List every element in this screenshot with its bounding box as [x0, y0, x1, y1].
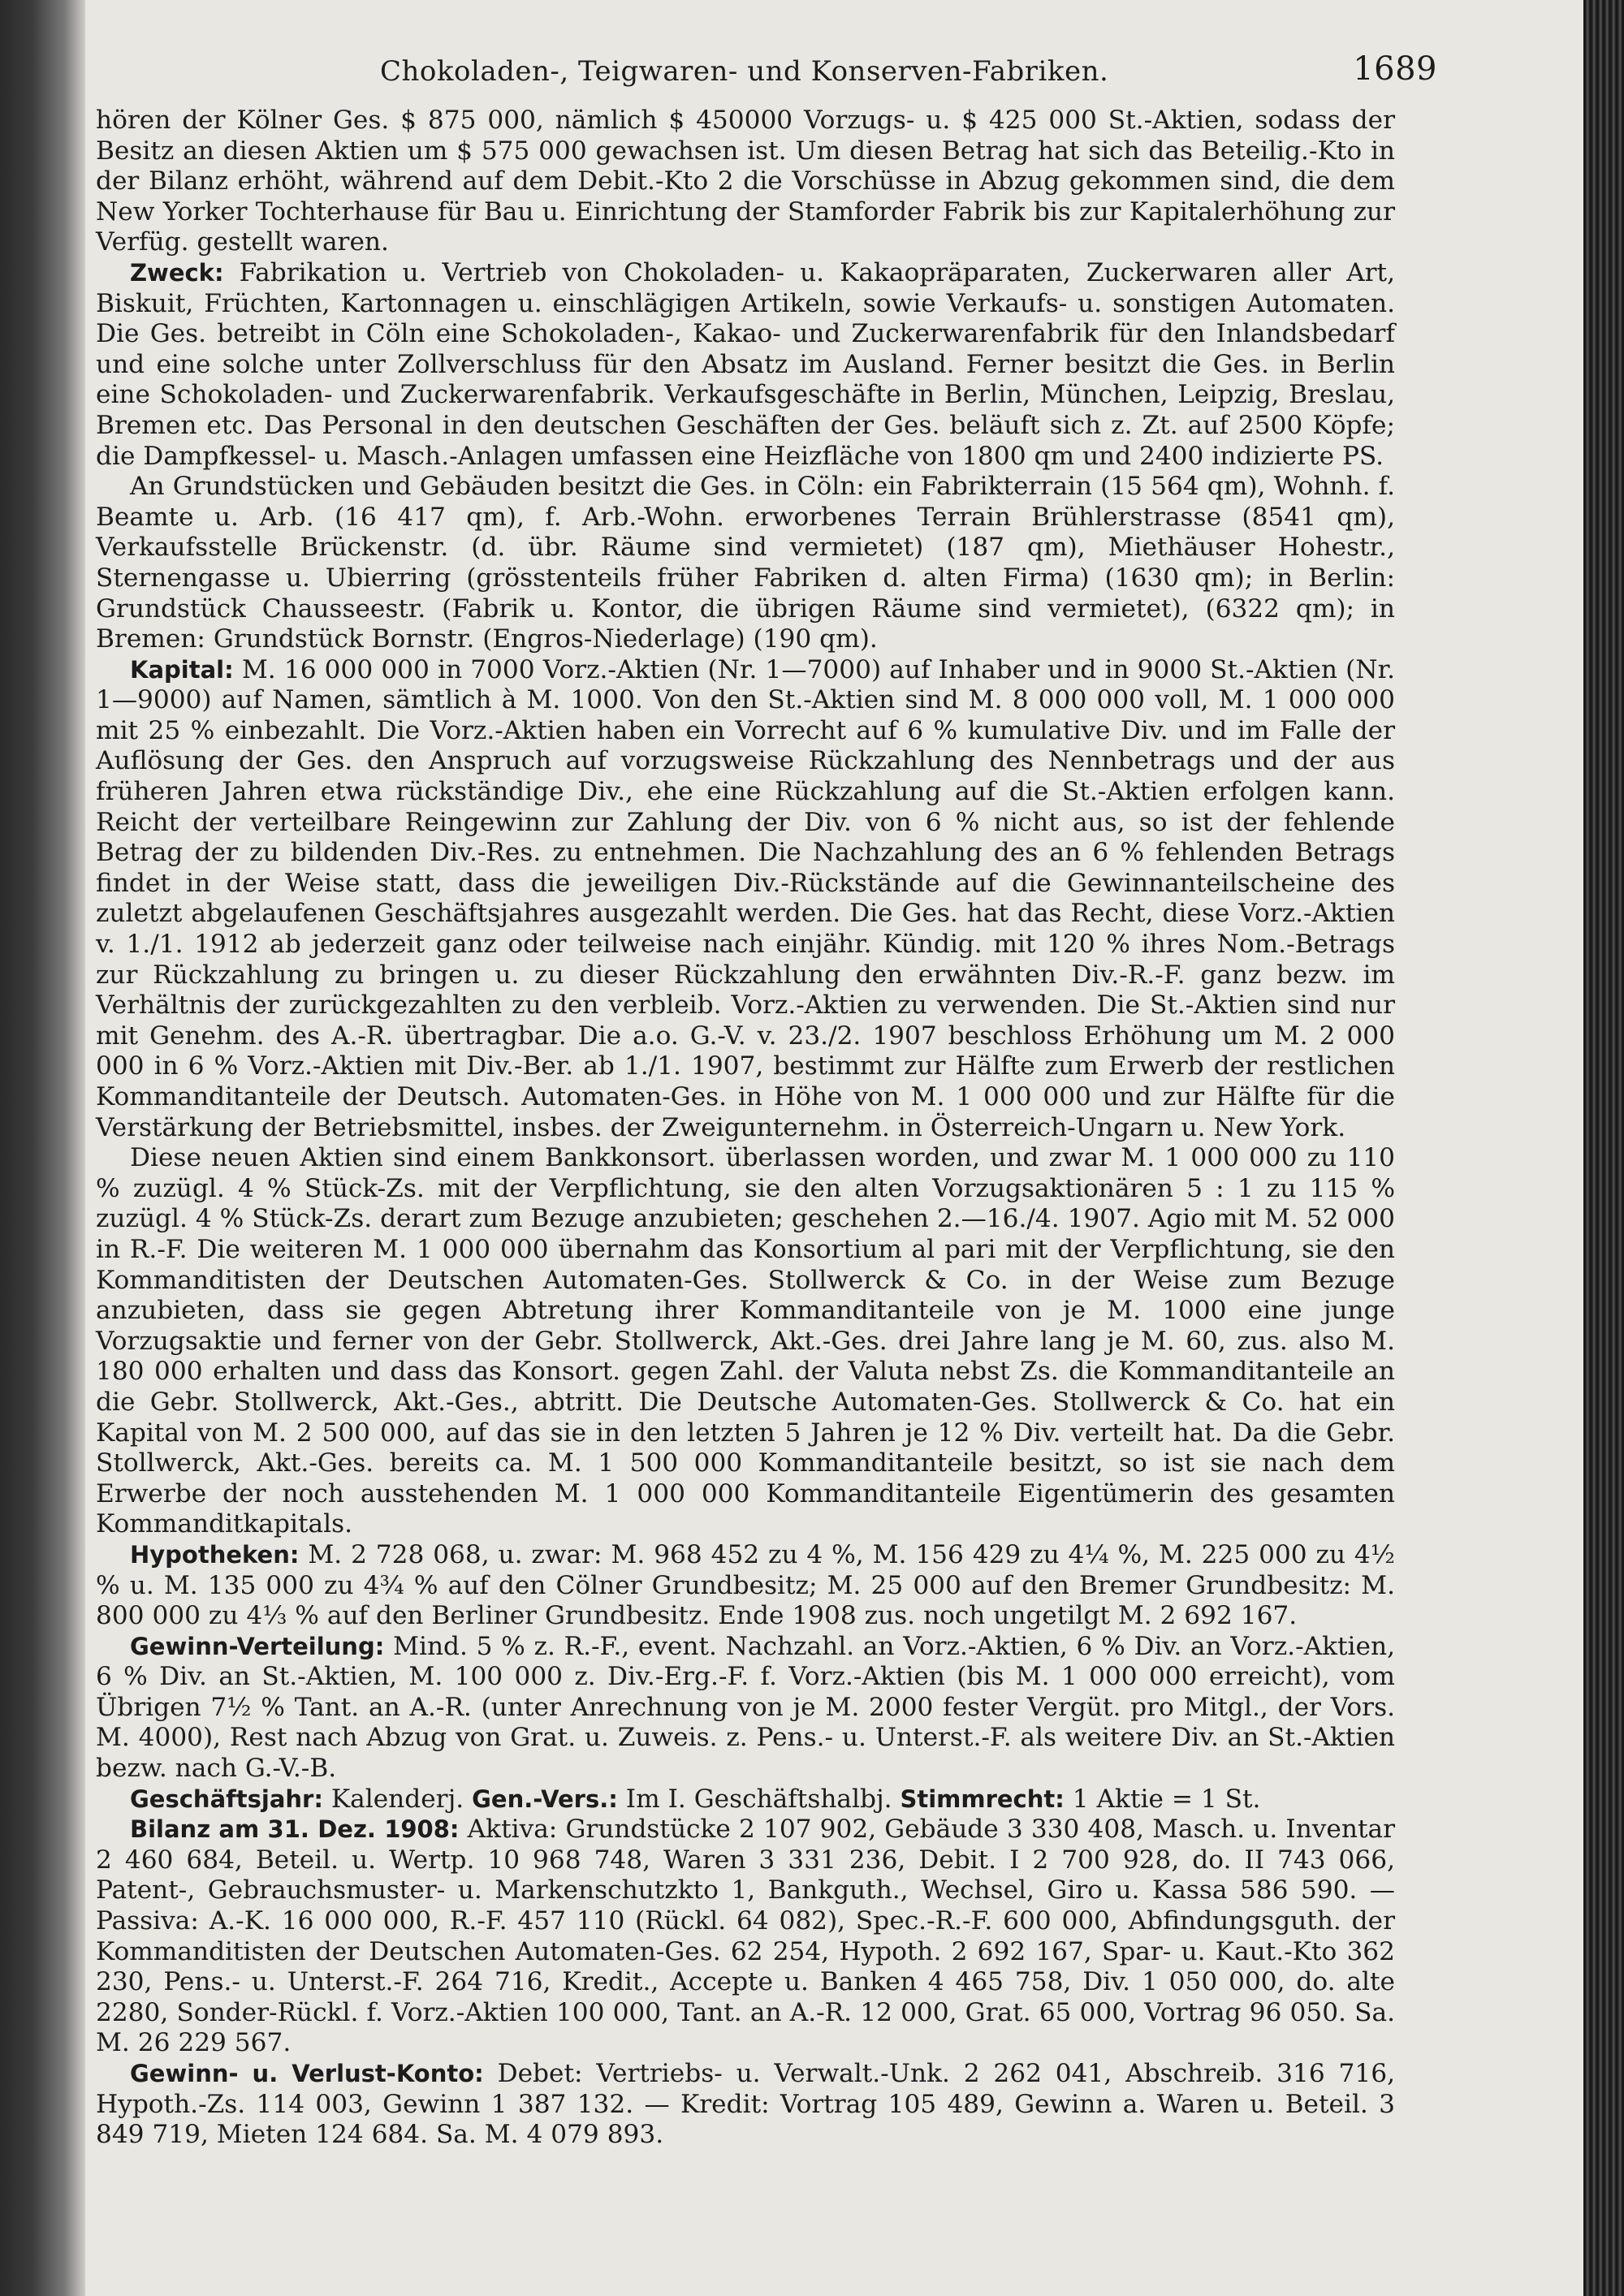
- section-label-gewinn-verlust: Gewinn- u. Verlust-Konto:: [130, 2060, 484, 2087]
- paragraph-gewinn-verteilung: [96, 1632, 1395, 1785]
- paragraph-text: Debet: Vertriebs- u. Verwalt.-Unk. 2 262 041, Abschreib. 316 716, Hypoth.-Zs. 114 003, Gewinn 1 387 132. — Kredit: Vortrag 105 489, Gewinn a. Waren u. Beteil. 3 849 719, Mieten 124 684. Sa. M. 4 079 893.: [96, 2059, 1395, 2150]
- paragraph-text: M. 16 000 000 in 7000 Vorz.-Aktien (Nr. 1—7000) auf Inhaber und in 9000 St.-Aktien (Nr. 1—9000) auf Namen, sämtlich à M. 1000. Von den St.-Aktien sind M. 8 000 000 voll, M. 1 000 000 mit 25 % einbezahlt. Die Vorz.-Aktien haben ein Vorrecht auf 6 % kumulative Div. und im Falle der Auflösung der Ges. den Anspruch auf vorzugsweise Rückzahlung des Nennbetrags und der aus früheren Jahren etwa rückständige Div., ehe eine Rückzahlung auf die St.-Aktien erfolgen kann. Reicht der verteilbare Reingewinn zur Zahlung der Div. von 6 % nicht aus, so ist der fehlende Betrag der zu bildenden Div.-Res. zu entnehmen. Die Nachzahlung des an 6 % fehlenden Betrags findet in der Weise statt, dass die jeweiligen Div.-Rückstände auf die Gewinnanteilscheine des zuletzt abgelaufenen Geschäftsjahres ausgezahlt werden. Die Ges. hat das Recht, diese Vorz.-Aktien v. 1./1. 1912 ab jederzeit ganz oder teilweise nach einjähr. Kündig. mit 120 % ihres Nom.-Betrags zur Rückzahlung zu bringen u. zu dieser Rückzahlung den erwähnten Div.-R.-F. ganz bezw. im Verhältnis der zurückgezahlten zu den verbleib. Vorz.-Aktien zu verwenden. Die St.-Aktien sind nur mit Genehm. des A.-R. übertragbar. Die a.o. G.-V. v. 23./2. 1907 beschloss Erhöhung um M. 2 000 000 in 6 % Vorz.-Aktien mit Div.-Ber. ab 1./1. 1907, bestimmt zur Hälfte zum Erwerb der restlichen Kommanditanteile der Deutsch. Automaten-Ges. in Höhe von M. 1 000 000 und zur Hälfte für die Verstärkung der Betriebsmittel, insbes. der Zweigunternehm. in Österreich-Ungarn u. New York.: [96, 654, 1395, 1142]
- section-label-kapital: Kapital:: [130, 655, 234, 684]
- section-label-zweck: Zweck:: [130, 258, 224, 287]
- scan-left-margin: [0, 0, 85, 2296]
- paragraph-text: Aktiva: Grundstücke 2 107 902, Gebäude 3 330 408, Masch. u. Inventar 2 460 684, Beteil. u. Wertp. 10 968 748, Waren 3 331 236, Debit. I 2 700 928, do. II 743 066, Patent-, Gebrauchsmuster- u. Markenschutzkto 1, Bankguth., Wechsel, Giro u. Kassa 586 590. — Passiva: A.-K. 16 000 000, R.-F. 457 110 (Rückl. 64 082), Spec.-R.-F. 600 000, Abfindungsguth. der Kommanditisten der Deutschen Automaten-Ges. 62 254, Hypoth. 2 692 167, Spar- u. Kaut.-Kto 362 230, Pens.- u. Unterst.-F. 264 716, Kredit., Accepte u. Banken 4 465 758, Div. 1 050 000, do. alte 2280, Sonder-Rückl. f. Vorz.-Aktien 100 000, Tant. an A.-R. 12 000, Grat. 65 000, Vortrag 96 050. Sa. M. 26 229 567.: [96, 1815, 1395, 2058]
- book-page: [96, 49, 1437, 2273]
- paragraph-intro: [96, 106, 1395, 258]
- paragraph-gewinn-verlust: [96, 2059, 1395, 2151]
- running-head: [96, 49, 1437, 106]
- section-label-gen-vers: Gen.-Vers.:: [472, 1785, 618, 1813]
- paragraph-kapital: [96, 655, 1395, 1144]
- paragraph-text: An Grundstücken und Gebäuden besitzt die Ges. in Cöln: ein Fabrikterrain (15 564 qm), Wohnh. f. Beamte u. Arb. (16 417 qm), f. Arb.-Wohn. erworbenes Terrain Brühlerstrasse (8541 qm), Verkaufsstelle Brückenstr. (d. übr. Räume sind vermietet) (187 qm), Miethäuser Hohestr., Sternengasse u. Ubierring (grösstenteils früher Fabriken d. alten Firma) (1630 qm); in Berlin: Grundstück Chausseestr. (Fabrik u. Kontor, die übrigen Räume sind vermietet), (6322 qm); in Bremen: Grundstück Bornstr. (Engros-Niederlage) (190 qm).: [96, 472, 1395, 654]
- section-label-gewinn-verteilung: Gewinn-Verteilung:: [130, 1632, 385, 1660]
- paragraph-hypotheken: [96, 1540, 1395, 1632]
- page-header-title: Chokoladen-, Teigwaren- und Konserven-Fabriken.: [380, 55, 1109, 88]
- paragraph-zweck: [96, 258, 1395, 472]
- paragraph-text: Diese neuen Aktien sind einem Bankkonsort. überlassen worden, und zwar M. 1 000 000 zu 110 % zuzügl. 4 % Stück-Zs. mit der Verpflichtung, sie den alten Vorzugsaktionären 5 : 1 zu 115 % zuzügl. 4 % Stück-Zs. derart zum Bezuge anzubieten; geschehen 2.—16./4. 1907. Agio mit M. 52 000 in R.-F. Die weiteren M. 1 000 000 übernahm das Konsortium al pari mit der Verpflichtung, sie den Kommanditisten der Deutschen Automaten-Ges. Stollwerck & Co. in der Weise zum Bezuge anzubieten, dass sie gegen Abtretung ihrer Kommanditanteile von je M. 1000 eine junge Vorzugsaktie und ferner von der Gebr. Stollwerck, Akt.-Ges. drei Jahre lang je M. 60, zus. also M. 180 000 erhalten und dass das Konsort. gegen Zahl. der Valuta nebst Zs. die Kommanditanteile an die Gebr. Stollwerck, Akt.-Ges., abtritt. Die Deutsche Automaten-Ges. Stollwerck & Co. hat ein Kapital von M. 2 500 000, auf das sie in den letzten 5 Jahren je 12 % Div. verteilt hat. Da die Gebr. Stollwerck, Akt.-Ges. bereits ca. M. 1 500 000 Kommanditanteile besitzt, so ist sie nach dem Erwerbe der noch ausstehenden M. 1 000 000 Kommanditanteile Eigentümerin des gesamten Kommanditkapitals.: [96, 1143, 1395, 1539]
- paragraph-geschaeftsjahr: [96, 1785, 1395, 1815]
- paragraph-text: Fabrikation u. Vertrieb von Chokoladen- u. Kakaopräparaten, Zuckerwaren aller Art, Biskuit, Früchten, Kartonnagen u. einschlägigen Artikeln, sowie Verkaufs- u. sonstigen Automaten. Die Ges. betreibt in Cöln eine Schokoladen-, Kakao- und Zuckerwarenfabrik für den Inlandsbedarf und eine solche unter Zollverschluss für den Absatz im Ausland. Ferner besitzt die Ges. in Berlin eine Schokoladen- und Zuckerwarenfabrik. Verkaufsgeschäfte in Berlin, München, Leipzig, Breslau, Bremen etc. Das Personal in den deutschen Geschäften der Ges. beläuft sich z. Zt. auf 2500 Köpfe; die Dampfkessel- u. Masch.-Anlagen umfassen eine Heizfläche von 1800 qm und 2400 indizierte PS.: [96, 257, 1395, 471]
- paragraph-neue-aktien: [96, 1143, 1395, 1540]
- section-label-stimmrecht: Stimmrecht:: [900, 1785, 1065, 1813]
- paragraph-text: hören der Kölner Ges. $ 875 000, nämlich $ 450000 Vorzugs- u. $ 425 000 St.-Aktien, sodass der Besitz an diesen Aktien um $ 575 000 gewachsen ist. Um diesen Betrag hat sich das Beteilig.-Kto in der Bilanz erhöht, während auf dem Debit.-Kto 2 die Vorschüsse in Abzug gekommen sind, die dem New Yorker Tochterhause für Bau u. Einrichtung der Stamforder Fabrik bis zur Kapitalerhöhung zur Verfüg. gestellt waren.: [96, 106, 1395, 257]
- scan-right-book-edge: [1583, 0, 1624, 2296]
- section-label-hypotheken: Hypotheken:: [130, 1540, 300, 1569]
- page-number: 1689: [1353, 50, 1437, 88]
- section-label-geschaeftsjahr: Geschäftsjahr:: [130, 1785, 323, 1813]
- paragraph-grundstuecke: [96, 472, 1395, 655]
- paragraph-text: M. 2 728 068, u. zwar: M. 968 452 zu 4 %, M. 156 429 zu 4¼ %, M. 225 000 zu 4½ % u. M. 135 000 zu 4¾ % auf den Cölner Grundbesitz; M. 25 000 auf den Bremer Grundbesitz: M. 800 000 zu 4⅓ % auf den Berliner Grundbesitz. Ende 1908 zus. noch ungetilgt M. 2 692 167.: [96, 1539, 1395, 1631]
- page-body: [96, 106, 1395, 2151]
- section-label-bilanz: Bilanz am 31. Dez. 1908:: [130, 1815, 460, 1844]
- paragraph-text: 1 Aktie = 1 St.: [1064, 1784, 1261, 1814]
- paragraph-text: Im I. Geschäftshalbj.: [617, 1784, 901, 1814]
- paragraph-bilanz: [96, 1815, 1395, 2059]
- paragraph-text: Kalenderj.: [322, 1784, 473, 1814]
- paragraph-text: Mind. 5 % z. R.-F., event. Nachzahl. an Vorz.-Aktien, 6 % Div. an Vorz.-Aktien, 6 % Div. an St.-Aktien, M. 100 000 z. Div.-Erg.-F. f. Vorz.-Aktien (bis M. 1 000 000 erreicht), vom Übrigen 7½ % Tant. an A.-R. (unter Anrechnung von je M. 2000 fester Vergüt. pro Mitgl., der Vors. M. 4000), Rest nach Abzug von Grat. u. Zuweis. z. Pens.- u. Unterst.-F. als weitere Div. an St.-Aktien bezw. nach G.-V.-B.: [96, 1631, 1395, 1784]
